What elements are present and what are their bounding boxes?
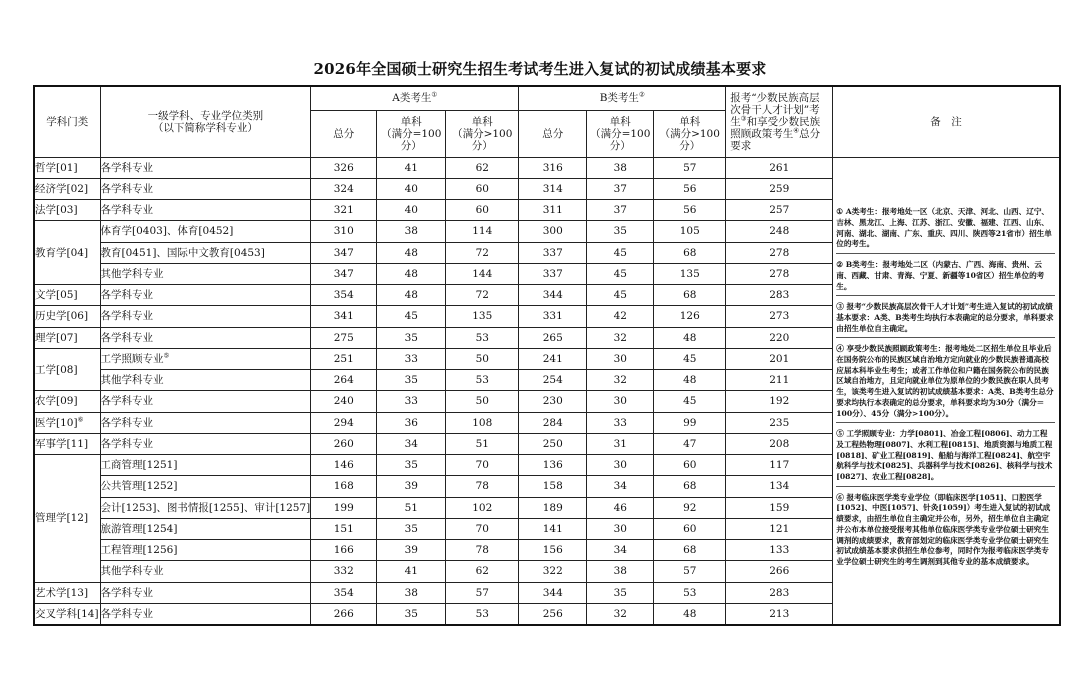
a-single-over100-cell: 53 bbox=[446, 370, 519, 391]
header-discipline: 学科门类 bbox=[34, 86, 100, 157]
b-single-over100-cell: 56 bbox=[654, 200, 726, 221]
header-minority-end: 总分要求 bbox=[730, 127, 821, 152]
a-total-cell: 347 bbox=[311, 263, 377, 284]
header-a-single2-bottom: （满分>100分） bbox=[452, 127, 513, 152]
b-single100-cell: 45 bbox=[587, 285, 654, 306]
b-single-over100-cell: 92 bbox=[654, 497, 726, 518]
a-total-cell: 168 bbox=[311, 476, 377, 497]
a-single100-cell: 39 bbox=[377, 476, 446, 497]
header-b-group bbox=[519, 86, 726, 110]
header-a-label: A类考生 bbox=[392, 92, 432, 105]
a-single100-cell: 39 bbox=[377, 540, 446, 561]
b-total-cell: 158 bbox=[519, 476, 587, 497]
discipline-cell bbox=[34, 412, 100, 433]
b-total-cell: 136 bbox=[519, 455, 587, 476]
subject-label: 各学科专业 bbox=[100, 204, 153, 217]
b-single-over100-cell: 126 bbox=[654, 306, 726, 327]
header-a-note: ① bbox=[431, 90, 438, 99]
b-single-over100-cell: 68 bbox=[654, 285, 726, 306]
discipline-cell bbox=[34, 433, 100, 454]
discipline-cell bbox=[34, 603, 100, 624]
b-total-cell: 250 bbox=[519, 433, 587, 454]
remarks-cell bbox=[833, 157, 1060, 625]
a-single100-cell: 41 bbox=[377, 561, 446, 582]
subject-cell bbox=[100, 433, 311, 454]
b-single-over100-cell: 68 bbox=[654, 242, 726, 263]
b-single100-cell: 37 bbox=[587, 200, 654, 221]
a-single-over100-cell: 50 bbox=[446, 348, 519, 369]
a-total-cell: 146 bbox=[311, 455, 377, 476]
discipline-cell bbox=[34, 221, 100, 285]
a-total-cell: 354 bbox=[311, 285, 377, 306]
discipline-cell bbox=[34, 306, 100, 327]
a-single-over100-cell: 78 bbox=[446, 476, 519, 497]
a-total-cell: 354 bbox=[311, 582, 377, 603]
b-single100-cell: 30 bbox=[587, 518, 654, 539]
discipline-note: ⑥ bbox=[77, 415, 84, 424]
minority-total-cell: 201 bbox=[726, 348, 833, 369]
b-total-cell: 256 bbox=[519, 603, 587, 624]
a-total-cell: 264 bbox=[311, 370, 377, 391]
a-total-cell: 260 bbox=[311, 433, 377, 454]
minority-total-cell: 192 bbox=[726, 391, 833, 412]
subject-cell bbox=[100, 582, 311, 603]
a-single100-cell: 48 bbox=[377, 285, 446, 306]
minority-total-cell: 257 bbox=[726, 200, 833, 221]
b-single100-cell: 32 bbox=[587, 327, 654, 348]
a-total-cell: 321 bbox=[311, 200, 377, 221]
a-single100-cell: 40 bbox=[377, 200, 446, 221]
subject-cell bbox=[100, 412, 311, 433]
discipline-cell bbox=[34, 157, 100, 178]
a-single-over100-cell: 102 bbox=[446, 497, 519, 518]
subject-label: 旅游管理[1254] bbox=[100, 522, 178, 535]
subject-label: 其他学科专业 bbox=[100, 374, 164, 387]
subject-cell bbox=[100, 306, 311, 327]
b-total-cell: 230 bbox=[519, 391, 587, 412]
remarks-notes bbox=[833, 204, 1059, 570]
header-a-total: 总分 bbox=[311, 110, 377, 157]
a-single-over100-cell: 51 bbox=[446, 433, 519, 454]
subject-label: 各学科专业 bbox=[100, 607, 153, 620]
discipline-label: 法学[03] bbox=[35, 204, 78, 217]
b-total-cell: 322 bbox=[519, 561, 587, 582]
b-single100-cell: 42 bbox=[587, 306, 654, 327]
a-single100-cell: 40 bbox=[377, 178, 446, 199]
b-total-cell: 241 bbox=[519, 348, 587, 369]
b-single100-cell: 34 bbox=[587, 476, 654, 497]
a-total-cell: 324 bbox=[311, 178, 377, 199]
subject-label: 各学科专业 bbox=[100, 416, 153, 429]
discipline-label: 艺术学[13] bbox=[35, 586, 89, 599]
header-minority-text: 报考“少数民族高层次骨干人才计划”考生 bbox=[730, 91, 820, 128]
discipline-cell bbox=[34, 582, 100, 603]
header-b-single1-bottom: （满分=100分） bbox=[590, 127, 651, 152]
subject-label: 教育[0451]、国际中文教育[0453] bbox=[100, 246, 265, 259]
b-single-over100-cell: 68 bbox=[654, 540, 726, 561]
b-total-cell: 284 bbox=[519, 412, 587, 433]
a-total-cell: 251 bbox=[311, 348, 377, 369]
b-single100-cell: 31 bbox=[587, 433, 654, 454]
b-single-over100-cell: 105 bbox=[654, 221, 726, 242]
a-single100-cell: 51 bbox=[377, 497, 446, 518]
header-b-label: B类考生 bbox=[599, 92, 639, 105]
b-single100-cell: 45 bbox=[587, 242, 654, 263]
remark-note: ② B类考生：报考地处二区（内蒙古、广西、海南、贵州、云南、西藏、甘肃、青海、宁夏、新疆等10省区）招生单位的考生。 bbox=[836, 260, 1055, 296]
discipline-cell bbox=[34, 327, 100, 348]
discipline-label: 哲学[01] bbox=[35, 161, 78, 174]
minority-total-cell: 213 bbox=[726, 603, 833, 624]
header-a-single2 bbox=[446, 110, 519, 157]
discipline-label: 教育学[04] bbox=[35, 246, 89, 259]
minority-total-cell: 211 bbox=[726, 370, 833, 391]
subject-cell bbox=[100, 497, 311, 518]
header-b-single2 bbox=[654, 110, 726, 157]
a-single100-cell: 36 bbox=[377, 412, 446, 433]
discipline-label: 农学[09] bbox=[35, 395, 78, 408]
a-total-cell: 310 bbox=[311, 221, 377, 242]
minority-total-cell: 117 bbox=[726, 455, 833, 476]
b-total-cell: 337 bbox=[519, 242, 587, 263]
b-single100-cell: 38 bbox=[587, 157, 654, 178]
header-b-single2-bottom: （满分>100分） bbox=[659, 127, 720, 152]
b-total-cell: 311 bbox=[519, 200, 587, 221]
a-total-cell: 266 bbox=[311, 603, 377, 624]
minority-total-cell: 248 bbox=[726, 221, 833, 242]
minority-total-cell: 278 bbox=[726, 242, 833, 263]
a-single100-cell: 34 bbox=[377, 433, 446, 454]
b-total-cell: 316 bbox=[519, 157, 587, 178]
a-single-over100-cell: 50 bbox=[446, 391, 519, 412]
b-single-over100-cell: 99 bbox=[654, 412, 726, 433]
b-single100-cell: 35 bbox=[587, 221, 654, 242]
b-total-cell: 156 bbox=[519, 540, 587, 561]
a-single100-cell: 35 bbox=[377, 370, 446, 391]
b-single-over100-cell: 57 bbox=[654, 561, 726, 582]
subject-label: 各学科专业 bbox=[100, 586, 153, 599]
minority-total-cell: 121 bbox=[726, 518, 833, 539]
subject-cell bbox=[100, 200, 311, 221]
subject-label: 各学科专业 bbox=[100, 289, 153, 302]
table-row bbox=[34, 157, 1060, 178]
remark-note: ⑥ 报考临床医学类专业学位（即临床医学[1051]、口腔医学[1052]、中医[1057]、针灸[1059]）考生进入复试的初试成绩要求，由招生单位自主确定并公布，另外，招生单位自主确定并公布本单位接受报考其他单位临床医学类专业学位硕士研究生调剂的成绩要求，教育部划定的临床医学类专业学位硕士研究生初试成绩基本要求供招生单位参考，同时作为报考临床医学类专业学位硕士研究生的考生调剂到其他专业的基本成绩要求。 bbox=[836, 492, 1051, 566]
a-total-cell: 240 bbox=[311, 391, 377, 412]
minority-total-cell: 283 bbox=[726, 582, 833, 603]
a-single100-cell: 48 bbox=[377, 242, 446, 263]
a-single-over100-cell: 114 bbox=[446, 221, 519, 242]
a-single-over100-cell: 53 bbox=[446, 603, 519, 624]
b-single-over100-cell: 45 bbox=[654, 391, 726, 412]
subject-cell bbox=[100, 157, 311, 178]
discipline-cell bbox=[34, 200, 100, 221]
b-total-cell: 265 bbox=[519, 327, 587, 348]
header-category bbox=[100, 86, 311, 157]
b-single-over100-cell: 68 bbox=[654, 476, 726, 497]
subject-label: 各学科专业 bbox=[100, 331, 153, 344]
subject-cell bbox=[100, 540, 311, 561]
b-single-over100-cell: 135 bbox=[654, 263, 726, 284]
subject-label: 各学科专业 bbox=[100, 395, 153, 408]
b-single-over100-cell: 45 bbox=[654, 348, 726, 369]
a-single100-cell: 48 bbox=[377, 263, 446, 284]
b-single100-cell: 30 bbox=[587, 391, 654, 412]
page-title: 2026年全国硕士研究生招生考试考生进入复试的初试成绩基本要求 bbox=[313, 60, 767, 78]
a-total-cell: 294 bbox=[311, 412, 377, 433]
a-single100-cell: 35 bbox=[377, 518, 446, 539]
b-single-over100-cell: 60 bbox=[654, 518, 726, 539]
a-single100-cell: 38 bbox=[377, 221, 446, 242]
a-total-cell: 332 bbox=[311, 561, 377, 582]
discipline-label: 交叉学科[14] bbox=[35, 607, 99, 620]
discipline-label: 医学[10] bbox=[35, 416, 78, 429]
minority-total-cell: 133 bbox=[726, 540, 833, 561]
discipline-label: 工学[08] bbox=[35, 363, 78, 376]
b-single100-cell: 34 bbox=[587, 540, 654, 561]
b-single100-cell: 38 bbox=[587, 561, 654, 582]
a-single-over100-cell: 62 bbox=[446, 157, 519, 178]
minority-total-cell: 208 bbox=[726, 433, 833, 454]
a-single-over100-cell: 72 bbox=[446, 242, 519, 263]
a-single100-cell: 38 bbox=[377, 582, 446, 603]
header-b-single2-top: 单科 bbox=[679, 115, 701, 128]
a-single100-cell: 45 bbox=[377, 306, 446, 327]
a-single-over100-cell: 70 bbox=[446, 455, 519, 476]
b-total-cell: 314 bbox=[519, 178, 587, 199]
b-single-over100-cell: 56 bbox=[654, 178, 726, 199]
discipline-label: 文学[05] bbox=[35, 289, 78, 302]
discipline-label: 历史学[06] bbox=[35, 310, 89, 323]
subject-label: 各学科专业 bbox=[100, 310, 153, 323]
subject-label: 各学科专业 bbox=[100, 161, 153, 174]
b-total-cell: 344 bbox=[519, 582, 587, 603]
remark-note: ① A类考生：报考地处一区（北京、天津、河北、山西、辽宁、吉林、黑龙江、上海、江苏、浙江、安徽、福建、江西、山东、河南、湖北、湖南、广东、重庆、四川、陕西等21省市）招生单位的考生。 bbox=[836, 207, 1055, 254]
b-single-over100-cell: 47 bbox=[654, 433, 726, 454]
b-single-over100-cell: 57 bbox=[654, 157, 726, 178]
subject-label: 各学科专业 bbox=[100, 182, 153, 195]
subject-label: 工学照顾专业 bbox=[100, 352, 164, 365]
header-b-single1-top: 单科 bbox=[609, 115, 631, 128]
b-single100-cell: 45 bbox=[587, 263, 654, 284]
a-total-cell: 275 bbox=[311, 327, 377, 348]
a-single-over100-cell: 135 bbox=[446, 306, 519, 327]
a-total-cell: 151 bbox=[311, 518, 377, 539]
a-total-cell: 347 bbox=[311, 242, 377, 263]
remark-note: ③ 报考“少数民族高层次骨干人才计划”考生进入复试的初试成绩基本要求：A类、B类考生均执行本表确定的总分要求，单科要求由招生单位自主确定。 bbox=[836, 302, 1055, 338]
subject-cell bbox=[100, 178, 311, 199]
subject-cell bbox=[100, 221, 311, 242]
a-single-over100-cell: 78 bbox=[446, 540, 519, 561]
b-single-over100-cell: 53 bbox=[654, 582, 726, 603]
header-minority-suffix: 和享受少数民族照顾政策考生 bbox=[730, 115, 821, 140]
a-single-over100-cell: 108 bbox=[446, 412, 519, 433]
b-single100-cell: 30 bbox=[587, 455, 654, 476]
b-single100-cell: 35 bbox=[587, 582, 654, 603]
discipline-cell bbox=[34, 178, 100, 199]
a-total-cell: 326 bbox=[311, 157, 377, 178]
minority-total-cell: 283 bbox=[726, 285, 833, 306]
header-category-line1: 一级学科、专业学位类别 bbox=[147, 109, 264, 122]
a-single100-cell: 33 bbox=[377, 348, 446, 369]
a-single-over100-cell: 72 bbox=[446, 285, 519, 306]
b-single-over100-cell: 48 bbox=[654, 370, 726, 391]
b-single-over100-cell: 60 bbox=[654, 455, 726, 476]
subject-cell bbox=[100, 603, 311, 624]
a-single100-cell: 35 bbox=[377, 455, 446, 476]
discipline-cell bbox=[34, 391, 100, 412]
subject-cell bbox=[100, 455, 311, 476]
minority-total-cell: 259 bbox=[726, 178, 833, 199]
minority-total-cell: 273 bbox=[726, 306, 833, 327]
b-total-cell: 300 bbox=[519, 221, 587, 242]
discipline-label: 经济学[02] bbox=[35, 182, 89, 195]
header-b-note: ② bbox=[638, 90, 645, 99]
b-single100-cell: 30 bbox=[587, 348, 654, 369]
a-single100-cell: 41 bbox=[377, 157, 446, 178]
a-single-over100-cell: 57 bbox=[446, 582, 519, 603]
b-single100-cell: 32 bbox=[587, 603, 654, 624]
a-single-over100-cell: 60 bbox=[446, 178, 519, 199]
subject-cell bbox=[100, 327, 311, 348]
a-total-cell: 341 bbox=[311, 306, 377, 327]
header-minority-note: ③ bbox=[740, 114, 747, 123]
subject-cell bbox=[100, 285, 311, 306]
header-a-single2-top: 单科 bbox=[471, 115, 493, 128]
b-single-over100-cell: 48 bbox=[654, 327, 726, 348]
b-single100-cell: 32 bbox=[587, 370, 654, 391]
a-single-over100-cell: 60 bbox=[446, 200, 519, 221]
score-table bbox=[33, 85, 1061, 626]
header-a-single1-top: 单科 bbox=[400, 115, 422, 128]
subject-label: 其他学科专业 bbox=[100, 565, 164, 578]
header-category-line2: （以下简称学科专业） bbox=[152, 121, 258, 134]
remark-note: ④ 享受少数民族照顾政策考生：报考地处二区招生单位且毕业后在国务院公布的民族区域自治地方定向就业的少数民族普通高校应届本科毕业生考生；或者工作单位和户籍在国务院公布的民族区域自治地方，且定向就业单位为原单位的少数民族在职人员考生，该类考生进入复试的初试成绩基本要求：A类、B类考生总分要求均执行本表确定的总分要求，单科要求均为30分（满分＝100分）、45分（满分>100分）。 bbox=[836, 344, 1055, 423]
b-total-cell: 344 bbox=[519, 285, 587, 306]
remark-note: ⑤ 工学照顾专业：力学[0801]、冶金工程[0806]、动力工程及工程热物理[0807]、水利工程[0815]、地质资源与地质工程[0818]、矿业工程[0819]、船舶与海洋工程[0824]、航空宇航科学与技术[0825]、兵器科学与技术[0826]、核科学与技术[0827]、农业工程[0828]。 bbox=[836, 429, 1055, 487]
b-total-cell: 337 bbox=[519, 263, 587, 284]
header-a-single1-bottom: （满分=100分） bbox=[381, 127, 442, 152]
minority-total-cell: 134 bbox=[726, 476, 833, 497]
minority-total-cell: 235 bbox=[726, 412, 833, 433]
a-single-over100-cell: 144 bbox=[446, 263, 519, 284]
b-total-cell: 331 bbox=[519, 306, 587, 327]
a-single100-cell: 33 bbox=[377, 391, 446, 412]
b-single100-cell: 46 bbox=[587, 497, 654, 518]
subject-label: 工商管理[1251] bbox=[100, 459, 178, 472]
subject-cell bbox=[100, 561, 311, 582]
minority-total-cell: 261 bbox=[726, 157, 833, 178]
b-total-cell: 189 bbox=[519, 497, 587, 518]
discipline-cell bbox=[34, 455, 100, 583]
a-single-over100-cell: 53 bbox=[446, 327, 519, 348]
b-total-cell: 141 bbox=[519, 518, 587, 539]
score-table-wrapper bbox=[33, 85, 1061, 626]
a-single-over100-cell: 70 bbox=[446, 518, 519, 539]
header-b-single1 bbox=[587, 110, 654, 157]
a-total-cell: 166 bbox=[311, 540, 377, 561]
subject-label: 各学科专业 bbox=[100, 437, 153, 450]
a-total-cell: 199 bbox=[311, 497, 377, 518]
discipline-label: 军事学[11] bbox=[35, 437, 89, 450]
b-single100-cell: 37 bbox=[587, 178, 654, 199]
discipline-label: 管理学[12] bbox=[35, 512, 89, 525]
discipline-label: 理学[07] bbox=[35, 331, 78, 344]
b-total-cell: 254 bbox=[519, 370, 587, 391]
subject-cell bbox=[100, 476, 311, 497]
a-single100-cell: 35 bbox=[377, 603, 446, 624]
header-minority-note2: ④ bbox=[793, 126, 800, 135]
minority-total-cell: 278 bbox=[726, 263, 833, 284]
b-single-over100-cell: 48 bbox=[654, 603, 726, 624]
discipline-cell bbox=[34, 285, 100, 306]
subject-cell bbox=[100, 391, 311, 412]
subject-label: 工程管理[1256] bbox=[100, 544, 178, 557]
header-minority bbox=[726, 86, 833, 157]
subject-cell bbox=[100, 263, 311, 284]
header-a-single1 bbox=[377, 110, 446, 157]
subject-label: 体育学[0403]、体育[0452] bbox=[100, 225, 234, 238]
minority-total-cell: 220 bbox=[726, 327, 833, 348]
header-a-group bbox=[311, 86, 519, 110]
minority-total-cell: 159 bbox=[726, 497, 833, 518]
a-single-over100-cell: 62 bbox=[446, 561, 519, 582]
subject-label: 会计[1253]、图书情报[1255]、审计[1257] bbox=[100, 501, 311, 514]
subject-cell bbox=[100, 518, 311, 539]
subject-cell bbox=[100, 242, 311, 263]
subject-cell bbox=[100, 348, 311, 369]
discipline-cell bbox=[34, 348, 100, 391]
b-single100-cell: 33 bbox=[587, 412, 654, 433]
subject-label: 其他学科专业 bbox=[100, 267, 164, 280]
header-remarks: 备 注 bbox=[833, 86, 1060, 157]
minority-total-cell: 266 bbox=[726, 561, 833, 582]
a-single100-cell: 35 bbox=[377, 327, 446, 348]
subject-note: ⑤ bbox=[163, 351, 170, 360]
subject-cell bbox=[100, 370, 311, 391]
subject-label: 公共管理[1252] bbox=[100, 480, 178, 493]
header-b-total: 总分 bbox=[519, 110, 587, 157]
